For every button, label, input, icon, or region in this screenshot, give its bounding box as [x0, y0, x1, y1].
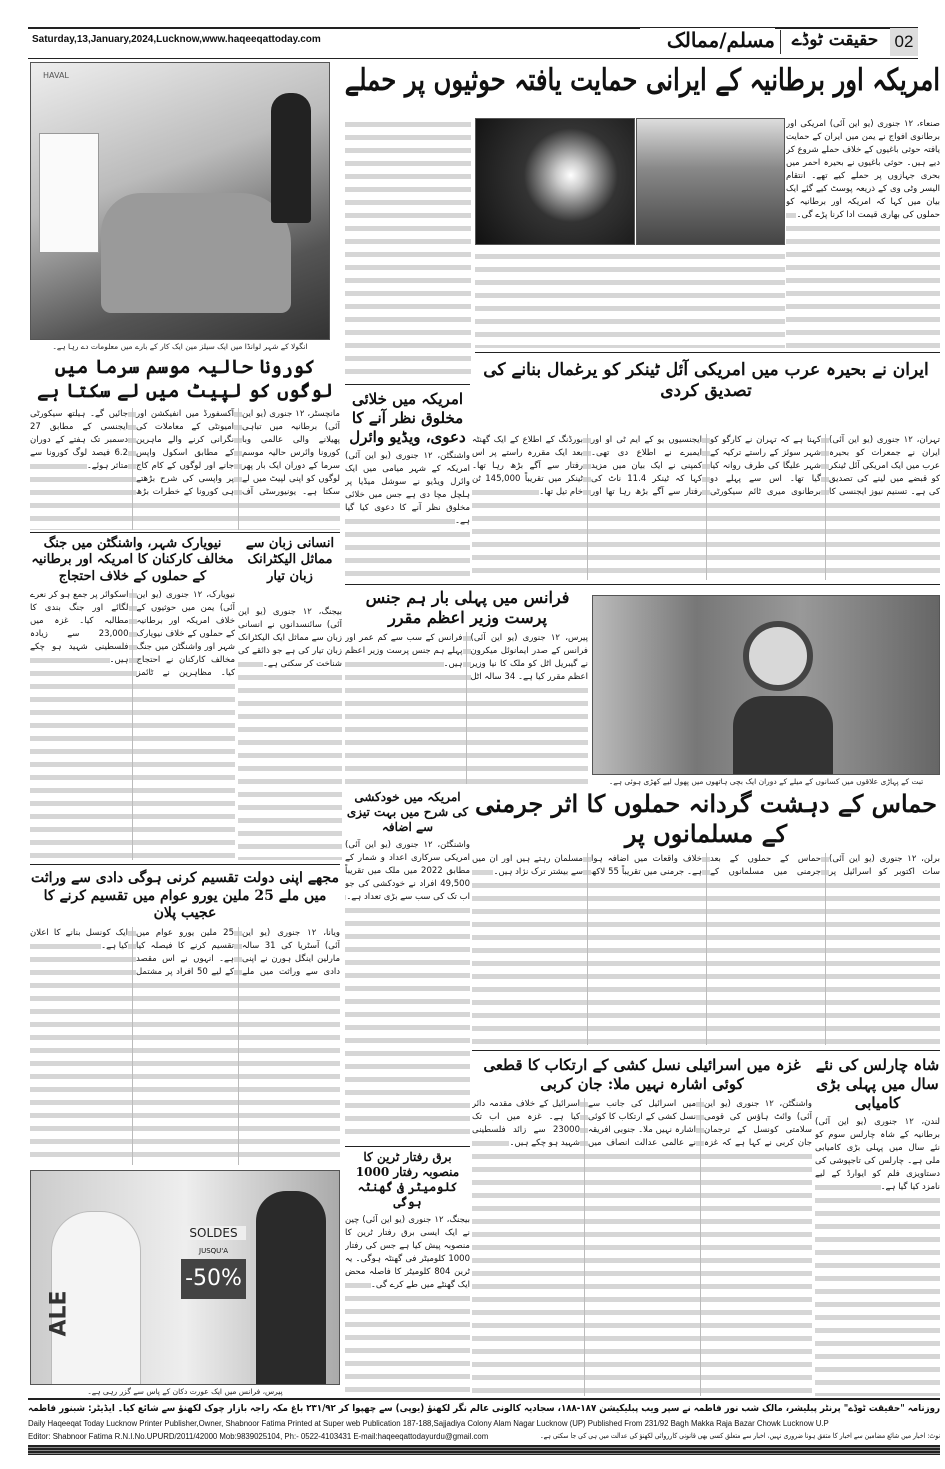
car-showroom-photo: [30, 62, 330, 340]
editor-line: Editor: Shabnoor Fatima R.N.I.No.UPURD/2011/42000 Mob:9839025104, Ph:- 0522-4103431 E-mail:haqeeqattodayurdu@gmail.com: [28, 1432, 489, 1441]
discount-sign: -50%: [181, 1259, 246, 1299]
headline-king-charles: شاہ چارلس کی نئے سال میں پہلی بڑی کامیابی: [815, 1056, 940, 1112]
divider: [345, 384, 470, 385]
paris-sale-photo: [30, 1170, 340, 1385]
english-imprint: Daily Haqeeqat Today Lucknow Printer Publisher,Owner, Shabnoor Fatima Printed at Super web Publication 187-188,Sajjadiya Colony Alam Nagar Lucknow (UP) Published From 231/92 Bagh Makka Raja Bazar Chowk Lucknow U.P: [28, 1419, 829, 1428]
headline-aliens: امریکہ میں خلائی مخلوق نظر آنے کا دعوی، ویڈیو وائرل: [345, 390, 470, 446]
date-line: Saturday,13,January,2024,Lucknow,www.haqeeqattoday.com: [32, 34, 321, 45]
article-body-houthi-cont2: [345, 118, 471, 380]
info-board: [39, 133, 99, 253]
headline-houthi: امریکہ اور برطانیہ کے ایرانی حمایت یافتہ حوثیوں پر حملے: [344, 63, 940, 98]
headline-germany-muslims: حماس کے دہشت گردانہ حملوں کا اثر جرمنی کے مسلمانوں پر: [472, 789, 940, 849]
divider: [780, 30, 781, 54]
soldes-sign: SOLDES: [181, 1226, 246, 1240]
article-body-houthi: صنعاء، ۱۲ جنوری (یو این آئی) امریکی اور برطانوی افواج نے یمن میں ایران کے حمایت یافتہ حوثی باغیوں کے خلاف حملے شروع کر دیے ہیں۔ حوثی باغیوں نے بحیرہ احمر میں بحری جہازوں پر حملے کیے تھے۔ انتقام الیسر وٹی وی کے ذریعہ پوسٹ کیے گئے ایک بیان میں کہا کہ امریکہ اور برطانیہ کو حملوں کی بھاری قیمت ادا کرنا پڑے گی۔: [786, 118, 940, 348]
woman-figure: [256, 1191, 326, 1385]
headline-gaza-kirby: غزہ میں اسرائیلی نسل کشی کے ارتکاب کا قطعی کوئی اشارہ نہیں ملا: جان کربی: [472, 1056, 812, 1094]
jusqua-text: JUSQU'A: [199, 1247, 228, 1255]
sale-side-sign: ALE: [46, 1290, 72, 1337]
footer-rule: [28, 1398, 940, 1400]
headline-us-suicide: امریکہ میں خودکشی کی شرح میں بہت تیزی سے اضافہ: [346, 790, 469, 834]
article-body-inheritance: ویانا، ۱۲ جنوری (یو این آئی) آسٹریا کی 31 سالہ مارلین اینگل ہورن نے اپنی دادی سے وراثت میں ملے 25 ملین یورو عوام میں تقسیم کرنے کا فیصلہ کیا ہے۔ انہوں نے اس مقصد کے لیے 50 افراد پر مشتمل ایک کونسل بنانے کا اعلان کیا ہے۔: [30, 927, 340, 1165]
article-body-houthi-cont: [475, 250, 785, 348]
article-body-iran: تہران، ۱۲ جنوری (یو این آئی) ایران نے جمعرات کو بحیرہ عرب میں ایک امریکی آئل ٹینکر کو قبضے میں لینے کی تصدیق کی ہے۔ تسنیم نیوز ایجنسی کا کہنا ہے کہ تہران نے کارگو کو شہر سوئز کے راستے ترکیہ کے شہر علیگا کی طرف روانہ کیا گیا تھا۔ اس سے پہلے دو برطانوی میری ٹائم سیکورٹی ایجنسیوں یو کے ایم ٹی او اور ایمبرے نے اطلاع دی تھی۔ کمپنی نے ایک بیان میں مزید کہا کہ ٹینکر 11.4 ناٹ کی رفتار سے آگے بڑھ رہا تھا اور بورڈنگ کے اطلاع کے ایک گھنٹہ بعد ایک مقررہ راستے پر اس رفتار سے آگے بڑھ رہا تھا۔ ٹینکر میں تقریباً 145,000 ٹن خام تیل تھا۔: [472, 434, 940, 580]
headline-inheritance: مجھے اپنی دولت تقسیم کرنی ہوگی دادی سے وراثت میں ملے 25 ملین یورو عوام میں تقسیم کرنے کا عجیب پلان: [31, 870, 339, 921]
divider: [475, 352, 940, 353]
article-body-gaza: واشنگٹن، ۱۲ جنوری (یو این آئی) وائٹ ہاؤس کی قومی سلامتی کونسل کے ترجمان جان کربی نے کہا ہے کہ غزہ میں اسرائیل کی جانب سے نسل کشی کے ارتکاب کا کوئی اشارہ نہیں ملا۔ جنوبی افریقہ نے عالمی عدالت انصاف میں اسرائیل کے خلاف مقدمہ دائر کیا ہے۔ غزہ میں اب تک 23000 سے زائد فلسطینی شہید ہو چکے ہیں۔: [472, 1098, 812, 1396]
article-body-train: بیجنگ، ۱۲ جنوری (یو این آئی) چین نے ایک ایسی برق رفتار ٹرین کا منصوبہ پیش کیا ہے جس کی رفتار 1000 کلومیٹر فی گھنٹہ ہوگی۔ یہ ٹرین 804 کلومیٹر کا فاصلہ محض ایک گھنٹے میں طے کرے گی۔: [345, 1214, 470, 1396]
article-body-language: بیجنگ، ۱۲ جنوری (یو این آئی) سائنسدانوں نے انسانی زبان سے مماثل ایک الیکٹرانک زبان تیار کی ہے جو ذائقے کی شناخت کر سکتی ہے۔: [238, 606, 342, 860]
car-photo-caption: انگولا کے شہر لوانڈا میں ایک سیلز مین ایک کار کے بارے میں معلومات دے رہا ہے۔: [52, 342, 308, 351]
divider: [30, 864, 340, 865]
child-face: [743, 621, 813, 691]
salesman-figure: [271, 93, 311, 223]
article-body-france: پیرس، ۱۲ جنوری (یو این آئی) فرانس کے صدر ایمانوئل میکرون نے گیبریل اٹل کو ملک کا نیا وزیر اعظم مقرر کیا ہے۔ 34 سالہ اٹل فرانس کے سب سے کم عمر اور پہلے ہم جنس پرست وزیر اعظم ہیں۔: [345, 632, 588, 784]
divider: [472, 1050, 940, 1051]
divider: [345, 584, 940, 585]
child-photo-caption: تبت کے پہاڑی علاقوں میں کسانوں کے میلے کے دوران ایک بچی ہاتھوں میں پھول لیے کھڑی ہوئی ہے۔: [608, 777, 924, 786]
divider: [30, 532, 340, 533]
header-top-rule: [28, 27, 918, 29]
article-body-suicide: واشنگٹن، ۱۲ جنوری (یو این آئی) امریکی سرکاری اعداد و شمار کے مطابق 2022 میں ملک میں تقریباً 49,500 افراد نے خودکشی کی جو اب تک کی سب سے بڑی تعداد ہے۔: [345, 839, 470, 1141]
page-number: 02: [890, 28, 918, 56]
section-title: مسلم/ممالک: [640, 28, 775, 53]
headline-electronic-tongue: انسانی زبان سے مماثل الیکٹرانک زبان تیار: [238, 536, 342, 585]
showroom-sign: HAVAL: [43, 71, 69, 80]
urdu-imprint: روزنامہ "حقیقت ٹوڈے" پرنٹر پبلیشر، مالک شب نور فاطمہ نے سپر ویب پبلیکیشن ۱۸۷-۱۸۸، سجادیہ کالونی عالم نگر لکھنؤ (یوپی) سے چھپوا کر ۲۳۱/۹۲ باغ مکہ راجہ بازار چوک لکھنؤ سے شائع کیا۔ ایڈیٹر: شبنور فاطمہ: [28, 1403, 940, 1414]
sale-photo-caption: پیرس، فرانس میں ایک عورت دکان کے پاس سے گزر رہی ہے۔: [87, 1387, 283, 1396]
jet-photo: [475, 118, 635, 245]
article-body-korona: مانچسٹر، ۱۲ جنوری (یو این آئی) برطانیہ میں تباہی پھیلانے والی عالمی وبا کورونا وائرس حالیہ موسم سرما کے دوران ایک بار پھر لوگوں کو اپنی لپیٹ میں لے سکتا ہے۔ یونیورسٹی آف آکسفورڈ میں انفیکشن اور امیونٹی کے معاملات کی نگرانی کرنے والے ماہرین کے مطابق اسکول واپس جانے اور لوگوں کے کام کاج پر واپسی کی شرح بڑھتے ہی کورونا کے خطرات بڑھ جائیں گے۔ ہیلتھ سیکورٹی ایجنسی کے مطابق 27 دسمبر تک ہفتے کے دوران 6.2 فیصد لوگ کورونا سے متاثر ہوئے۔: [30, 408, 340, 530]
footer-thick-rule: [28, 1445, 940, 1455]
tibet-child-photo: [592, 595, 940, 775]
headline-fast-train: برق رفتار ٹرین کا منصوبہ رفتار 1000 کلومیٹر فی گھنٹہ ہوگی: [345, 1150, 470, 1210]
legal-note: نوٹ: اخبار میں شائع مضامین سے اخبار کا متفق ہونا ضروری نہیں، اخبار سے متعلق کسی بھی قانونی کارروائی لکھنؤ کی عدالت میں ہی کی جا سکتی ہے۔: [539, 1432, 940, 1440]
paper-logo: حقیقت ٹوڈے: [785, 30, 885, 51]
child-body: [733, 696, 833, 775]
headline-nyc-protest: نیویارک شہر، واشنگٹن میں جنگ مخالف کارکنان کا امریکہ اور برطانیہ کے حملوں کے خلاف احتجاج: [31, 536, 234, 584]
headline-korona: کورونا حالیہ موسم سرما میں لوگوں کو لپیٹ میں لے سکتا ہے: [30, 356, 340, 404]
article-body-nyc: نیویارک، ۱۲ جنوری (یو این آئی) یمن میں حوثیوں کے خلاف امریکہ اور برطانیہ کے حملوں کے خلاف نیویارک شہر اور واشنگٹن میں جنگ مخالف کارکنان نے احتجاج کیا۔ مظاہرین نے ٹائمز اسکوائر پر جمع ہو کر نعرے لگائے اور جنگ بندی کا مطالبہ کیا۔ غزہ میں 23,000 سے زیادہ فلسطینی شہید ہو چکے ہیں۔: [30, 589, 235, 860]
headline-iran-tanker: ایران نے بحیرہ عرب میں امریکی آئل ٹینکر کو یرغمال بنانے کی تصدیق کردی: [472, 360, 940, 403]
header-bottom-rule: [28, 58, 918, 59]
article-body-charles: لندن، ۱۲ جنوری (یو این آئی) برطانیہ کے شاہ چارلس سوم کو نئے سال میں پہلی بڑی کامیابی ملی ہے۔ چارلس کی تاجپوشی کی دستاویزی فلم کو ایوارڈ کے لیے نامزد کیا گیا ہے۔: [815, 1116, 940, 1396]
article-body-aliens: واشنگٹن، ۱۲ جنوری (یو این آئی) امریکہ کے شہر میامی میں ایک وائرل ویڈیو نے سوشل میڈیا پر ہلچل مچا دی ہے جس میں خلائی مخلوق نظر آنے کا دعوی کیا گیا ہے۔: [345, 450, 470, 580]
protest-photo: [636, 118, 785, 245]
article-body-germany: برلن، ۱۲ جنوری (یو این آئی) سات اکتوبر کو اسرائیل پر حماس کے حملوں کے بعد جرمنی میں مسلمانوں کے خلاف واقعات میں اضافہ ہوا ہے۔ جرمنی میں تقریباً 55 لاکھ مسلمان رہتے ہیں اور ان میں سے بیشتر ترک نژاد ہیں۔: [472, 853, 940, 1045]
headline-france-pm: فرانس میں پہلی بار ہم جنس پرست وزیر اعظم مقرر: [345, 588, 590, 628]
car-shape: [101, 193, 291, 313]
divider: [345, 1146, 470, 1147]
